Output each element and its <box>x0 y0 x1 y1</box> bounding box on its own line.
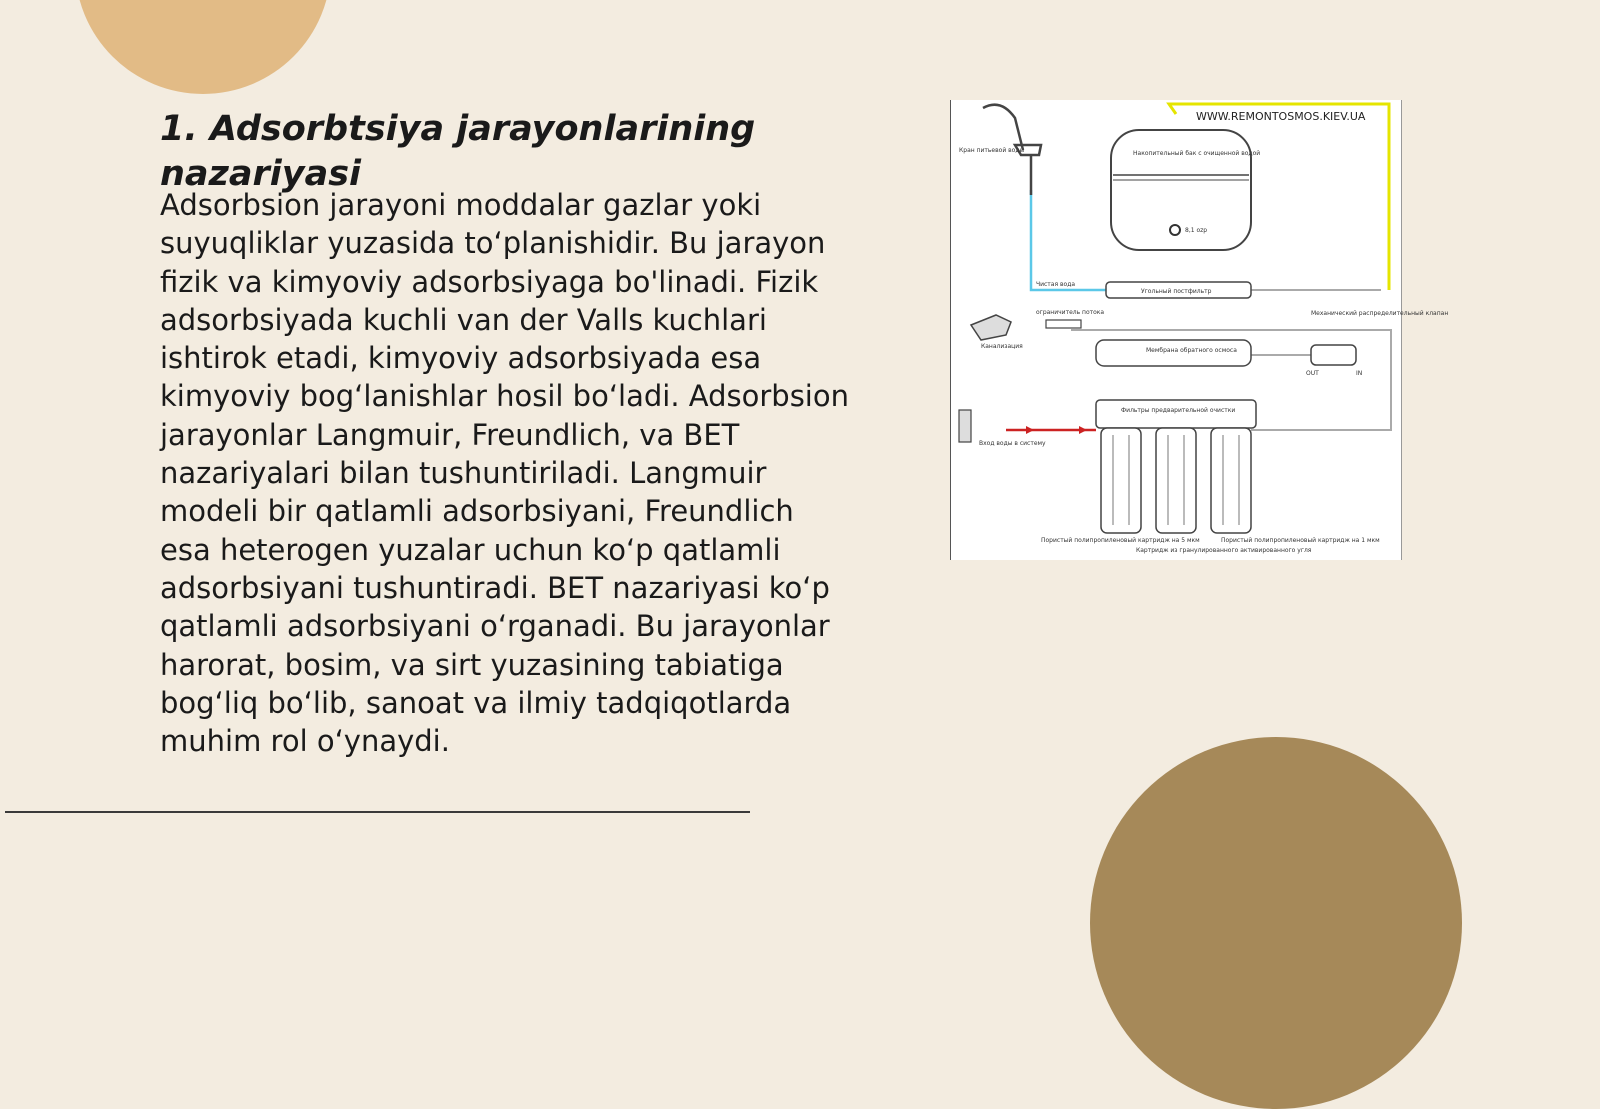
inlet-label: Вход воды в систему <box>979 440 1046 447</box>
cartridge-1-label: Пористый полипропиленовый картридж на 5 мкм <box>1041 537 1200 544</box>
diagram-svg <box>951 100 1449 560</box>
prefilter-bracket <box>1096 400 1256 428</box>
inlet-valve-icon <box>959 410 971 442</box>
out-label: OUT <box>1306 370 1319 377</box>
prefilter-housing-2 <box>1156 428 1196 533</box>
watermark-text: WWW.REMONTOSMOS.KIEV.UA <box>1196 110 1366 123</box>
faucet-label: Кран питьевой воды <box>959 147 1025 154</box>
tank-volume-label: 8,1 ozp <box>1185 227 1208 234</box>
drain-label: Канализация <box>981 343 1023 350</box>
arrow-icon <box>1079 426 1087 434</box>
clean-water-pipe <box>1031 190 1106 290</box>
prefilter-housing-3 <box>1211 428 1251 533</box>
arrow-icon <box>1026 426 1034 434</box>
cartridge-2-label: Картридж из гранулированного активированного угля <box>1136 547 1312 554</box>
cartridge-3-label: Пористый полипропиленовый картридж на 1 мкм <box>1221 537 1380 544</box>
tank-label: Накопительный бак с очищенной водой <box>1133 150 1261 157</box>
flow-limiter <box>1046 320 1081 328</box>
in-label: IN <box>1356 370 1363 377</box>
drain-clamp-icon <box>971 315 1011 340</box>
reverse-osmosis-diagram <box>950 100 1449 560</box>
storage-tank <box>1111 130 1251 250</box>
slide-body-text: Adsorbsion jarayoni moddalar gazlar yoki suyuqliklar yuzasida to‘planishidir. Bu jarayon fizik va kimyoviy adsorbsiyaga bo'linadi. Fizik adsorbsiyada kuchli van der Valls kuchlari ishtirok etadi, kimyoviy adsorbsiyada esa kimyoviy bog‘lanishlar hosil bo‘ladi. Adsorbsion jarayonlar Langmuir, Freundlich, va BET nazariyalari bilan tushuntiriladi. Langmuir modeli bir qatlamli adsorbsiyani, Freundlich esa heterogen yuzalar uchun ko‘p qatlamli adsorbsiyani tushuntiradi. BET nazariyasi ko‘p qatlamli adsorbsiyani o‘rganadi. Bu jarayonlar harorat, bosim, va sirt yuzasining tabiatiga bog‘liq bo‘lib, sanoat va ilmiy tadqiqotlarda muhim rol o‘ynaydi. <box>160 188 849 759</box>
prefilters-label: Фильтры предварительной очистки <box>1121 407 1236 414</box>
postfilter-label: Угольный постфильтр <box>1141 288 1212 295</box>
valve-label: Механический распределительный клапан <box>1311 310 1449 317</box>
distribution-valve <box>1311 345 1356 365</box>
divider-line <box>5 811 750 813</box>
prefilter-housing-1 <box>1101 428 1141 533</box>
decorative-circle-bottom <box>1090 737 1462 1109</box>
membrane-label: Мембрана обратного осмоса <box>1146 347 1237 354</box>
flow-limiter-label: ограничитель потока <box>1036 309 1105 316</box>
decorative-circle-top <box>75 0 331 94</box>
clean-water-label: Чистая вода <box>1036 281 1076 288</box>
slide-title: 1. Adsorbtsiya jarayonlarining nazariyasi <box>160 109 756 194</box>
